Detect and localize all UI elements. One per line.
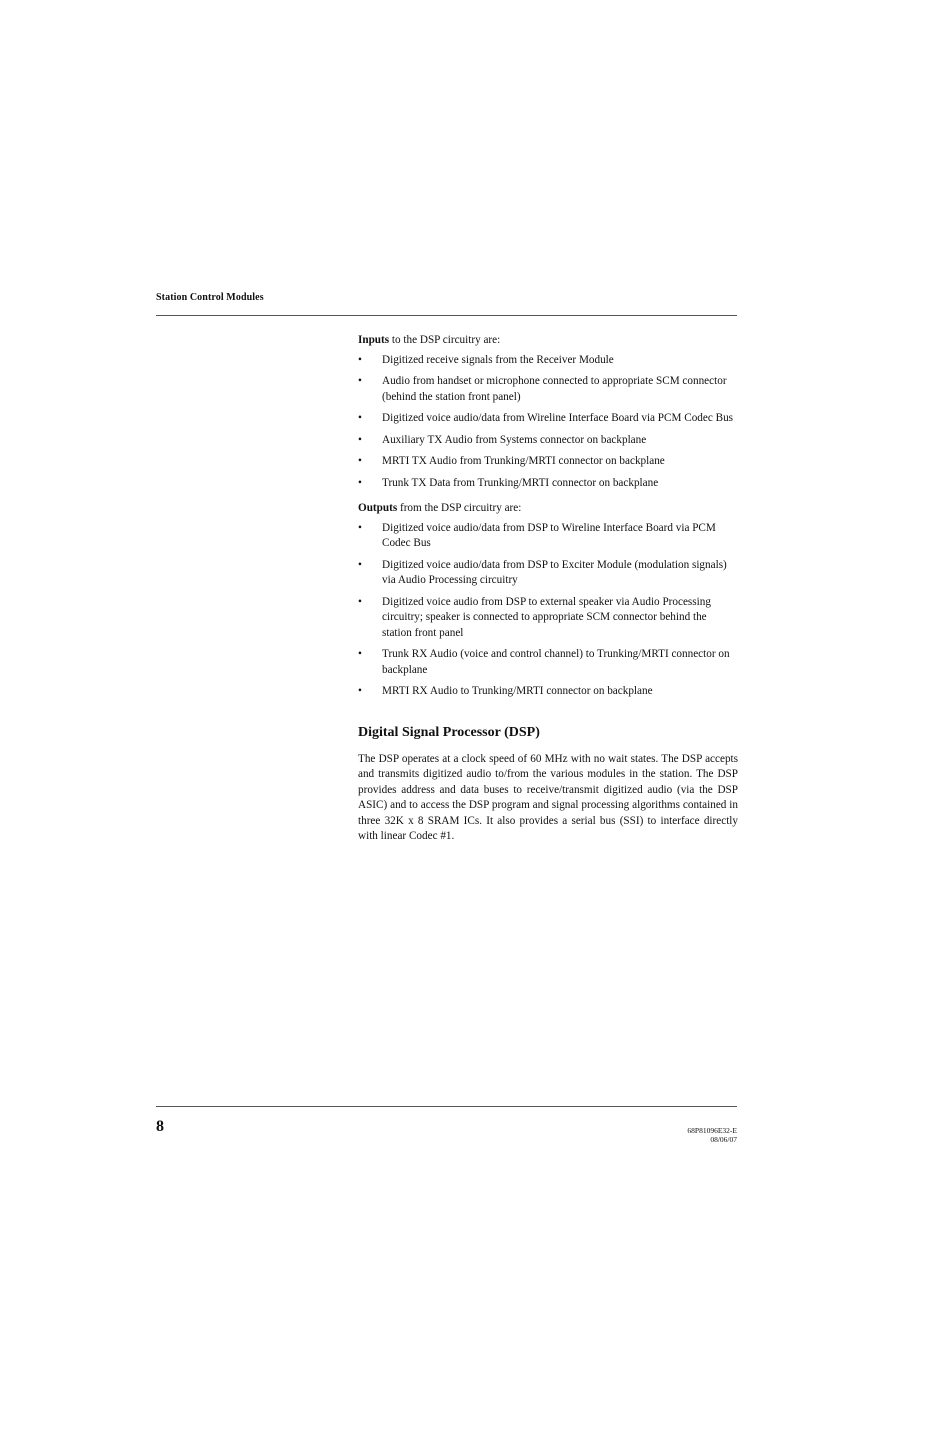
- bullet-icon: •: [358, 521, 362, 534]
- list-item: [358, 454, 738, 470]
- bullet-icon: •: [358, 648, 362, 660]
- list-item-text: Digitized voice audio/data from Wireline Interface Board via PCM Codec Bus: [382, 412, 734, 424]
- outputs-lead-bold: Outputs: [358, 502, 398, 514]
- list-item-text: Auxiliary TX Audio from Systems connector on backplane: [382, 433, 647, 446]
- header-rule: [156, 315, 737, 316]
- bullet-icon: •: [358, 476, 362, 489]
- list-item-text: Trunk TX Data from Trunking/MRTI connector on backplane: [382, 476, 659, 489]
- list-item-text: Digitized voice audio/data from DSP to Wireline Interface Board via PCM Codec Bus: [382, 521, 716, 549]
- inputs-lead-text: to the DSP circuitry are:: [389, 334, 501, 346]
- list-item: [358, 521, 738, 552]
- outputs-list: [358, 521, 738, 700]
- outputs-lead-text: from the DSP circuitry are:: [397, 502, 522, 514]
- list-item: [358, 647, 738, 678]
- document-date: 08/06/07: [710, 1135, 737, 1144]
- section-paragraph: The DSP operates at a clock speed of 60 MHz with no wait states. The DSP accepts and transmits digitized audio to/from the various modules in the station. The DSP provides address and data buses to receive/transmit digitized audio (via the DSP ASIC) and to access the DSP program and signal processing algorithms contained in three 32K x 8 SRAM ICs. It also provides a serial bus (SSI) to interface directly with linear Codec #1.: [358, 752, 738, 842]
- inputs-list: [358, 353, 738, 492]
- list-item: [358, 476, 738, 492]
- list-item: [358, 374, 738, 405]
- main-content: [358, 333, 738, 845]
- list-item: [358, 433, 738, 449]
- list-item-text: MRTI TX Audio from Trunking/MRTI connector on backplane: [382, 455, 665, 467]
- list-item: [358, 353, 738, 369]
- footer-rule: [156, 1106, 737, 1107]
- bullet-icon: •: [358, 353, 362, 366]
- page-number: 8: [156, 1118, 164, 1135]
- document-id: [687, 1126, 737, 1144]
- bullet-icon: •: [358, 685, 362, 697]
- document-number: 68P81096E32-E: [687, 1126, 737, 1135]
- list-item-text: Digitized receive signals from the Receiver Module: [382, 353, 614, 366]
- bullet-icon: •: [358, 412, 362, 424]
- list-item: [358, 411, 738, 427]
- bullet-icon: •: [358, 455, 362, 467]
- inputs-lead-bold: Inputs: [358, 334, 390, 346]
- section-heading: Digital Signal Processor (DSP): [358, 724, 540, 740]
- list-item-text: Digitized voice audio/data from DSP to Exciter Module (modulation signals) via Audio Processing circuitry: [382, 558, 727, 586]
- outputs-intro: [358, 501, 738, 517]
- list-item: [358, 684, 738, 700]
- list-item-text: MRTI RX Audio to Trunking/MRTI connector on backplane: [382, 685, 653, 697]
- bullet-icon: •: [358, 433, 362, 446]
- running-header-title: Station Control Modules: [156, 292, 264, 303]
- inputs-intro: [358, 333, 738, 349]
- list-item-text: Trunk RX Audio (voice and control channel) to Trunking/MRTI connector on backplane: [382, 648, 730, 676]
- list-item: [358, 595, 738, 642]
- bullet-icon: •: [358, 558, 362, 571]
- list-item: [358, 558, 738, 589]
- bullet-icon: •: [358, 375, 362, 387]
- bullet-icon: •: [358, 595, 362, 608]
- list-item-text: Audio from handset or microphone connected to appropriate SCM connector (behind the station front panel): [382, 375, 727, 403]
- list-item-text: Digitized voice audio from DSP to external speaker via Audio Processing circuitry; speaker is connected to appropriate SCM connector behind the station front panel: [382, 595, 711, 639]
